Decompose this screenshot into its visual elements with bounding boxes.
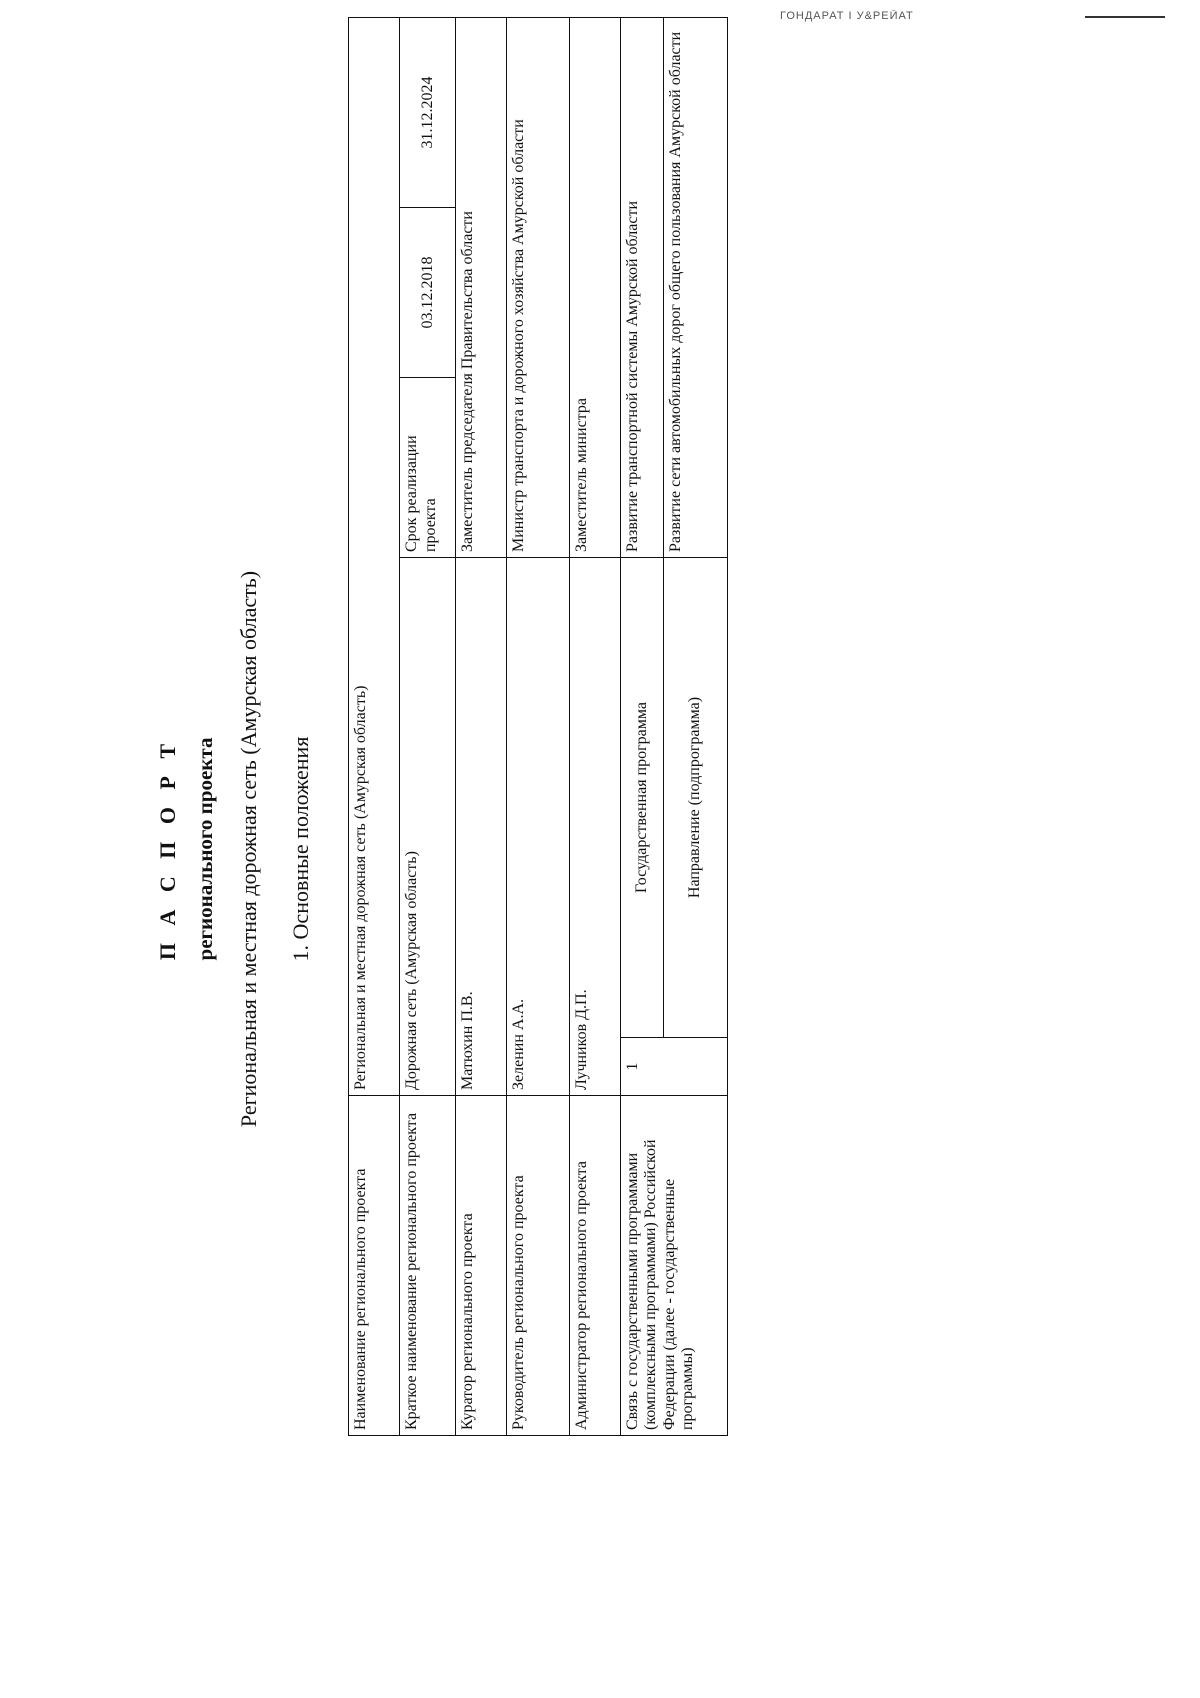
row-label: Краткое наименование регионального проекта (400, 1096, 456, 1436)
direction-value: Развитие сети автомобильных дорог общего пользования Амурской области (663, 17, 727, 557)
admin-position: Заместитель министра (569, 17, 620, 557)
admin-name: Лучников Д.П. (569, 558, 620, 1096)
row-label: Связь с государственными программами (комплексными программами) Российской Федерации (далее - государственные программы) (620, 1096, 727, 1436)
curator-name: Матюхин П.В. (456, 558, 507, 1096)
program-label: Государственная программа (620, 558, 663, 1038)
section-heading: 1. Основные положения (288, 736, 313, 962)
scan-header-text: ГОНДАРАТ I У&РЕЙАТ (780, 10, 914, 22)
project-name-heading: Региональная и местная дорожная сеть (Амурская область) (236, 570, 261, 1128)
row-label: Куратор регионального проекта (456, 1096, 507, 1436)
row-label: Наименование регионального проекта (349, 1096, 400, 1436)
head-position: Министр транспорта и дорожного хозяйства Амурской области (507, 17, 569, 557)
head-name: Зеленин А.А. (507, 558, 569, 1096)
doc-subtitle: регионального проекта (193, 737, 217, 961)
table-row-program (620, 17, 663, 1435)
end-date: 31.12.2024 (400, 17, 456, 207)
table-row-short (400, 17, 456, 1435)
direction-label: Направление (подпрограмма) (663, 558, 727, 1038)
short-name-value: Дорожная сеть (Амурская область) (400, 558, 456, 1096)
program-value: Развитие транспортной системы Амурской области (620, 17, 663, 557)
passport-table (348, 17, 728, 1436)
doc-title: П А С П О Р Т (155, 737, 180, 961)
program-number: 1 (620, 1038, 727, 1096)
start-date: 03.12.2018 (400, 208, 456, 378)
table-row-head (507, 17, 569, 1435)
term-label: Срок реализации проекта (400, 378, 456, 558)
project-name-value: Региональная и местная дорожная сеть (Амурская область) (349, 17, 400, 1095)
curator-position: Заместитель председателя Правительства области (456, 17, 507, 557)
table-row-curator (456, 17, 507, 1435)
table-row-admin (569, 17, 620, 1435)
row-label: Администратор регионального проекта (569, 1096, 620, 1436)
table-row-name (349, 17, 400, 1435)
row-label: Руководитель регионального проекта (507, 1096, 569, 1436)
